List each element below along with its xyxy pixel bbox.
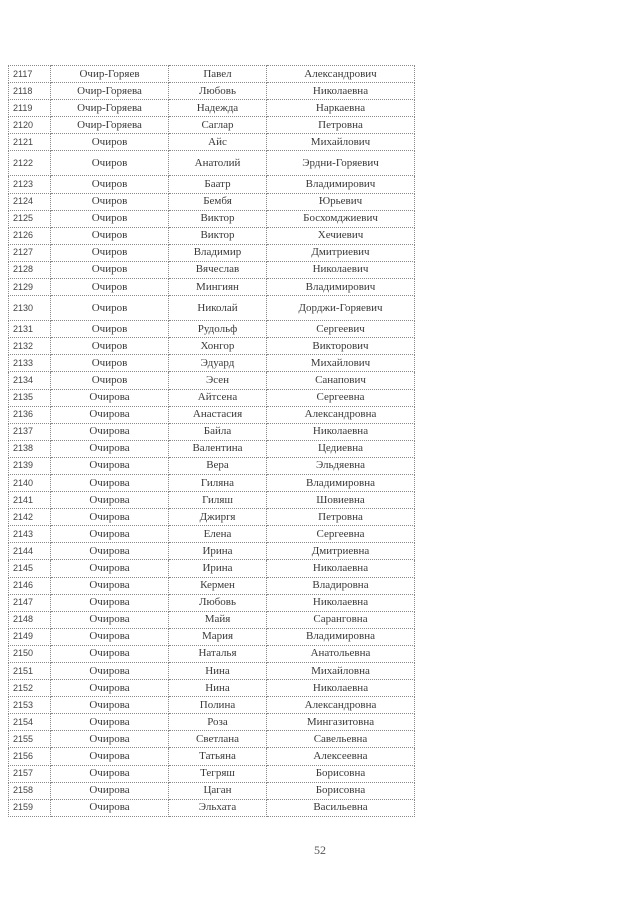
table-row <box>9 261 415 278</box>
table-row <box>9 338 415 355</box>
last-name-cell: Очиров <box>51 210 169 227</box>
patronymic-cell: Мингазитовна <box>267 714 415 731</box>
row-number: 2146 <box>9 577 51 594</box>
patronymic-cell: Сергеевна <box>267 526 415 543</box>
row-number: 2157 <box>9 765 51 782</box>
first-name-cell: Рудольф <box>169 321 267 338</box>
table-row <box>9 423 415 440</box>
row-number: 2148 <box>9 611 51 628</box>
table-row <box>9 389 415 406</box>
name-list-body <box>9 66 415 817</box>
patronymic-cell: Михайлович <box>267 355 415 372</box>
row-number: 2125 <box>9 210 51 227</box>
table-row <box>9 406 415 423</box>
first-name-cell: Вера <box>169 457 267 474</box>
first-name-cell: Майя <box>169 611 267 628</box>
first-name-cell: Цаган <box>169 782 267 799</box>
page-number: 52 <box>314 843 326 857</box>
last-name-cell: Очиров <box>51 151 169 176</box>
row-number: 2158 <box>9 782 51 799</box>
row-number: 2119 <box>9 100 51 117</box>
last-name-cell: Очирова <box>51 440 169 457</box>
patronymic-cell: Михайлович <box>267 134 415 151</box>
first-name-cell: Любовь <box>169 83 267 100</box>
row-number: 2152 <box>9 680 51 697</box>
row-number: 2140 <box>9 474 51 491</box>
last-name-cell: Очирова <box>51 474 169 491</box>
patronymic-cell: Викторович <box>267 338 415 355</box>
row-number: 2135 <box>9 389 51 406</box>
first-name-cell: Светлана <box>169 731 267 748</box>
table-row <box>9 731 415 748</box>
last-name-cell: Очиров <box>51 296 169 321</box>
row-number: 2138 <box>9 440 51 457</box>
first-name-cell: Ирина <box>169 560 267 577</box>
table-row <box>9 151 415 176</box>
row-number: 2144 <box>9 543 51 560</box>
row-number: 2121 <box>9 134 51 151</box>
row-number: 2151 <box>9 663 51 680</box>
last-name-cell: Очиров <box>51 261 169 278</box>
last-name-cell: Очирова <box>51 731 169 748</box>
first-name-cell: Кермен <box>169 577 267 594</box>
table-row <box>9 628 415 645</box>
table-row <box>9 176 415 193</box>
row-number: 2131 <box>9 321 51 338</box>
table-row <box>9 100 415 117</box>
row-number: 2150 <box>9 645 51 662</box>
last-name-cell: Очирова <box>51 748 169 765</box>
last-name-cell: Очир-Горяева <box>51 117 169 134</box>
first-name-cell: Тегряш <box>169 765 267 782</box>
patronymic-cell: Дорджи-Горяевич <box>267 296 415 321</box>
first-name-cell: Валентина <box>169 440 267 457</box>
table-row <box>9 372 415 389</box>
first-name-cell: Эдуард <box>169 355 267 372</box>
patronymic-cell: Сергеевич <box>267 321 415 338</box>
first-name-cell: Саглар <box>169 117 267 134</box>
name-list-table <box>8 65 415 817</box>
last-name-cell: Очирова <box>51 594 169 611</box>
row-number: 2154 <box>9 714 51 731</box>
patronymic-cell: Владимирович <box>267 176 415 193</box>
last-name-cell: Очирова <box>51 697 169 714</box>
last-name-cell: Очиров <box>51 227 169 244</box>
table-row <box>9 193 415 210</box>
first-name-cell: Байла <box>169 423 267 440</box>
patronymic-cell: Николаевна <box>267 594 415 611</box>
last-name-cell: Очиров <box>51 355 169 372</box>
row-number: 2133 <box>9 355 51 372</box>
table-row <box>9 440 415 457</box>
first-name-cell: Владимир <box>169 244 267 261</box>
first-name-cell: Роза <box>169 714 267 731</box>
patronymic-cell: Николаевна <box>267 423 415 440</box>
table-row <box>9 645 415 662</box>
last-name-cell: Очирова <box>51 765 169 782</box>
row-number: 2134 <box>9 372 51 389</box>
last-name-cell: Очиров <box>51 244 169 261</box>
row-number: 2142 <box>9 509 51 526</box>
row-number: 2147 <box>9 594 51 611</box>
patronymic-cell: Эльдяевна <box>267 457 415 474</box>
last-name-cell: Очиров <box>51 134 169 151</box>
table-row <box>9 355 415 372</box>
first-name-cell: Татьяна <box>169 748 267 765</box>
patronymic-cell: Алексеевна <box>267 748 415 765</box>
patronymic-cell: Эрдни-Горяевич <box>267 151 415 176</box>
row-number: 2126 <box>9 227 51 244</box>
last-name-cell: Очирова <box>51 406 169 423</box>
table-row <box>9 714 415 731</box>
table-row <box>9 227 415 244</box>
patronymic-cell: Дмитриевна <box>267 543 415 560</box>
first-name-cell: Елена <box>169 526 267 543</box>
first-name-cell: Эльхата <box>169 799 267 816</box>
first-name-cell: Бембя <box>169 193 267 210</box>
first-name-cell: Джиргя <box>169 509 267 526</box>
last-name-cell: Очир-Горяева <box>51 83 169 100</box>
row-number: 2141 <box>9 492 51 509</box>
first-name-cell: Гиляна <box>169 474 267 491</box>
last-name-cell: Очирова <box>51 577 169 594</box>
row-number: 2130 <box>9 296 51 321</box>
row-number: 2145 <box>9 560 51 577</box>
first-name-cell: Надежда <box>169 100 267 117</box>
table-row <box>9 509 415 526</box>
patronymic-cell: Владимировна <box>267 474 415 491</box>
last-name-cell: Очирова <box>51 611 169 628</box>
patronymic-cell: Михайловна <box>267 663 415 680</box>
row-number: 2122 <box>9 151 51 176</box>
last-name-cell: Очирова <box>51 526 169 543</box>
row-number: 2139 <box>9 457 51 474</box>
row-number: 2128 <box>9 261 51 278</box>
table-row <box>9 577 415 594</box>
first-name-cell: Эсен <box>169 372 267 389</box>
patronymic-cell: Дмитриевич <box>267 244 415 261</box>
first-name-cell: Айс <box>169 134 267 151</box>
row-number: 2124 <box>9 193 51 210</box>
last-name-cell: Очирова <box>51 543 169 560</box>
patronymic-cell: Николаевна <box>267 680 415 697</box>
patronymic-cell: Александрович <box>267 66 415 83</box>
patronymic-cell: Санапович <box>267 372 415 389</box>
last-name-cell: Очирова <box>51 628 169 645</box>
first-name-cell: Николай <box>169 296 267 321</box>
table-row <box>9 321 415 338</box>
patronymic-cell: Шовиевна <box>267 492 415 509</box>
last-name-cell: Очирова <box>51 645 169 662</box>
last-name-cell: Очирова <box>51 457 169 474</box>
first-name-cell: Ирина <box>169 543 267 560</box>
patronymic-cell: Борисовна <box>267 782 415 799</box>
row-number: 2117 <box>9 66 51 83</box>
first-name-cell: Гиляш <box>169 492 267 509</box>
first-name-cell: Нина <box>169 680 267 697</box>
row-number: 2120 <box>9 117 51 134</box>
table-row <box>9 117 415 134</box>
table-row <box>9 765 415 782</box>
row-number: 2143 <box>9 526 51 543</box>
table-row <box>9 594 415 611</box>
patronymic-cell: Босхомджиевич <box>267 210 415 227</box>
row-number: 2123 <box>9 176 51 193</box>
last-name-cell: Очирова <box>51 663 169 680</box>
last-name-cell: Очирова <box>51 492 169 509</box>
patronymic-cell: Саранговна <box>267 611 415 628</box>
table-row <box>9 474 415 491</box>
table-row <box>9 279 415 296</box>
patronymic-cell: Петровна <box>267 117 415 134</box>
last-name-cell: Очирова <box>51 680 169 697</box>
first-name-cell: Мингиян <box>169 279 267 296</box>
row-number: 2159 <box>9 799 51 816</box>
table-row <box>9 492 415 509</box>
first-name-cell: Анатолий <box>169 151 267 176</box>
last-name-cell: Очиров <box>51 176 169 193</box>
first-name-cell: Наталья <box>169 645 267 662</box>
first-name-cell: Хонгор <box>169 338 267 355</box>
last-name-cell: Очирова <box>51 509 169 526</box>
table-row <box>9 663 415 680</box>
patronymic-cell: Васильевна <box>267 799 415 816</box>
last-name-cell: Очирова <box>51 782 169 799</box>
table-row <box>9 526 415 543</box>
table-row <box>9 244 415 261</box>
first-name-cell: Павел <box>169 66 267 83</box>
patronymic-cell: Владимировна <box>267 628 415 645</box>
patronymic-cell: Сергеевна <box>267 389 415 406</box>
patronymic-cell: Борисовна <box>267 765 415 782</box>
patronymic-cell: Николаевна <box>267 83 415 100</box>
name-list-sheet <box>8 65 414 817</box>
last-name-cell: Очирова <box>51 389 169 406</box>
patronymic-cell: Владировна <box>267 577 415 594</box>
last-name-cell: Очиров <box>51 372 169 389</box>
first-name-cell: Анастасия <box>169 406 267 423</box>
table-row <box>9 543 415 560</box>
last-name-cell: Очирова <box>51 714 169 731</box>
table-row <box>9 782 415 799</box>
first-name-cell: Вячеслав <box>169 261 267 278</box>
row-number: 2132 <box>9 338 51 355</box>
row-number: 2129 <box>9 279 51 296</box>
patronymic-cell: Анатольевна <box>267 645 415 662</box>
row-number: 2149 <box>9 628 51 645</box>
row-number: 2127 <box>9 244 51 261</box>
patronymic-cell: Петровна <box>267 509 415 526</box>
table-row <box>9 457 415 474</box>
first-name-cell: Виктор <box>169 227 267 244</box>
table-row <box>9 799 415 816</box>
table-row <box>9 134 415 151</box>
patronymic-cell: Юрьевич <box>267 193 415 210</box>
last-name-cell: Очир-Горяева <box>51 100 169 117</box>
table-row <box>9 560 415 577</box>
table-row <box>9 210 415 227</box>
first-name-cell: Нина <box>169 663 267 680</box>
first-name-cell: Айтсена <box>169 389 267 406</box>
patronymic-cell: Наркаевна <box>267 100 415 117</box>
first-name-cell: Баатр <box>169 176 267 193</box>
row-number: 2155 <box>9 731 51 748</box>
row-number: 2136 <box>9 406 51 423</box>
patronymic-cell: Цедиевна <box>267 440 415 457</box>
last-name-cell: Очиров <box>51 193 169 210</box>
patronymic-cell: Николаевна <box>267 560 415 577</box>
last-name-cell: Очиров <box>51 338 169 355</box>
last-name-cell: Очирова <box>51 799 169 816</box>
patronymic-cell: Владимирович <box>267 279 415 296</box>
row-number: 2137 <box>9 423 51 440</box>
patronymic-cell: Александровна <box>267 697 415 714</box>
first-name-cell: Мария <box>169 628 267 645</box>
row-number: 2156 <box>9 748 51 765</box>
table-row <box>9 296 415 321</box>
first-name-cell: Любовь <box>169 594 267 611</box>
row-number: 2153 <box>9 697 51 714</box>
table-row <box>9 680 415 697</box>
last-name-cell: Очир-Горяев <box>51 66 169 83</box>
first-name-cell: Виктор <box>169 210 267 227</box>
patronymic-cell: Николаевич <box>267 261 415 278</box>
patronymic-cell: Хечиевич <box>267 227 415 244</box>
patronymic-cell: Александровна <box>267 406 415 423</box>
table-row <box>9 748 415 765</box>
first-name-cell: Полина <box>169 697 267 714</box>
last-name-cell: Очиров <box>51 279 169 296</box>
table-row <box>9 83 415 100</box>
table-row <box>9 66 415 83</box>
last-name-cell: Очирова <box>51 560 169 577</box>
patronymic-cell: Савельевна <box>267 731 415 748</box>
last-name-cell: Очирова <box>51 423 169 440</box>
table-row <box>9 697 415 714</box>
row-number: 2118 <box>9 83 51 100</box>
last-name-cell: Очиров <box>51 321 169 338</box>
table-row <box>9 611 415 628</box>
